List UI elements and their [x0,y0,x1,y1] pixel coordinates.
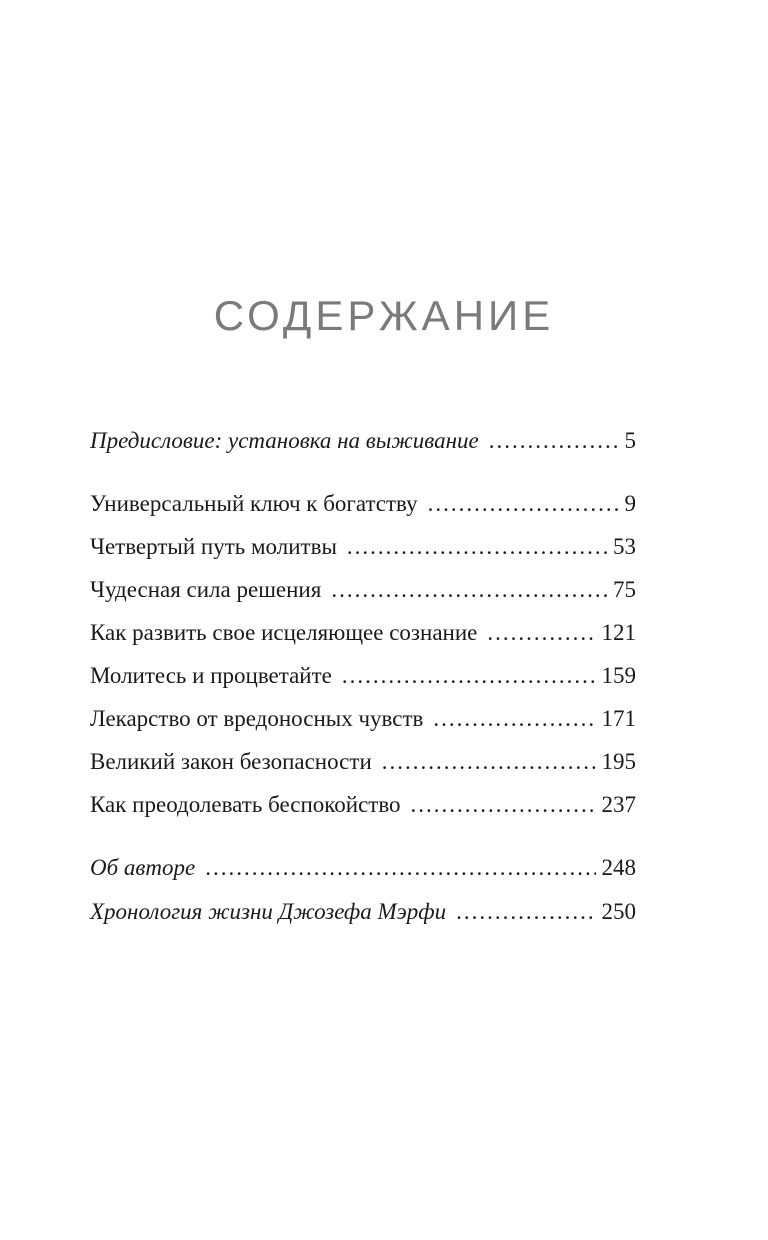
toc-entry-title: Как развить свое исцеляющее сознание [90,620,478,645]
toc-page-number: 248 [601,855,636,880]
toc-entry-title: Универсальный ключ к богатству [90,491,418,516]
toc-entry-chapter [90,618,636,648]
toc-entry-chapter [90,661,636,691]
toc-entry-chapter [90,575,636,605]
page-title: СОДЕРЖАНИЕ [213,292,555,339]
dot-leader [205,853,595,883]
dot-leader [347,532,607,562]
toc-page-number: 121 [601,620,636,645]
toc-entry-appendix [90,853,636,883]
dot-leader [487,618,595,648]
toc-page-number: 53 [613,534,636,559]
toc-entry-chapter [90,790,636,820]
toc-entry-title: Великий закон безопасности [90,749,372,774]
dot-leader [342,661,596,691]
toc-entry-appendix [90,897,636,927]
toc-entry-title: Лекарство от вредоносных чувств [90,706,424,731]
toc-page-number: 250 [601,899,636,924]
toc-entry-title: Молитесь и процветайте [90,663,332,688]
toc-page-number: 237 [601,792,636,817]
toc-entry-chapter [90,532,636,562]
toc-entry-title: Как преодолевать беспокойство [90,792,401,817]
toc-entry-preface [90,426,636,456]
toc-entry-chapter [90,489,636,519]
toc-entry-title: Чудесная сила решения [90,577,322,602]
toc-entry-title: Предисловие: установка на выживание [90,428,479,453]
dot-leader [456,897,595,927]
toc-page-number: 159 [601,663,636,688]
toc-page-number: 5 [624,428,636,453]
dot-leader [382,747,596,777]
toc-entry-chapter [90,704,636,734]
toc-entry-title: Хронология жизни Джозефа Мэрфи [90,899,447,924]
toc-entry-title: Четвертый путь молитвы [90,534,337,559]
dot-leader [433,704,595,734]
toc-page-number: 195 [601,749,636,774]
toc-page-number: 9 [624,491,636,516]
toc-entry-chapter [90,747,636,777]
dot-leader [489,426,619,456]
toc-entry-title: Об авторе [90,855,196,880]
toc-page-number: 75 [613,577,636,602]
dot-leader [428,489,619,519]
dot-leader [411,790,596,820]
toc-page-number: 171 [601,706,636,731]
dot-leader [331,575,607,605]
